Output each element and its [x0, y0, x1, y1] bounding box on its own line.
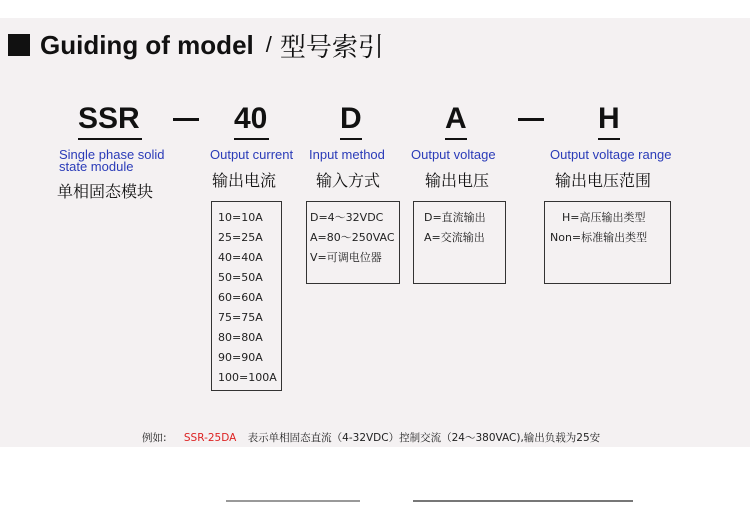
input-option: D=4～32VDC: [310, 211, 384, 224]
current-option: 10=10A: [218, 211, 263, 224]
current-option: 100=100A: [218, 371, 277, 384]
current-option: 80=80A: [218, 331, 263, 344]
code-output-underline: [445, 138, 467, 140]
code-current: 40: [234, 102, 268, 135]
current-option: 50=50A: [218, 271, 263, 284]
label-input-cn: 输入方式: [316, 171, 381, 190]
label-prefix-en-2: state module: [59, 159, 134, 174]
code-range-underline: [598, 138, 620, 140]
current-option: 25=25A: [218, 231, 263, 244]
square-bullet-icon: [8, 34, 30, 56]
current-option: 40=40A: [218, 251, 263, 264]
range-option: Non=标准输出类型: [550, 231, 648, 244]
input-option: A=80～250VAC: [310, 231, 395, 244]
label-input-en: Input method: [309, 147, 385, 162]
code-range: H: [598, 102, 620, 135]
example-note: [142, 430, 600, 445]
label-range-en: Output voltage range: [550, 147, 672, 162]
label-prefix-en-1: Single phase solid: [59, 147, 165, 162]
voltage-option: D=直流输出: [424, 211, 486, 224]
input-option: V=可调电位器: [310, 251, 382, 264]
code-current-underline: [234, 138, 269, 140]
label-current-cn: 输出电流: [212, 171, 277, 190]
current-option: 75=75A: [218, 311, 263, 324]
header-separator: /: [265, 32, 272, 57]
header-title-en: Guiding of model: [40, 29, 254, 60]
label-voltage-cn: 输出电压: [425, 171, 490, 190]
label-voltage-en: Output voltage: [411, 147, 496, 162]
section-header: [8, 29, 384, 63]
current-option: 60=60A: [218, 291, 263, 304]
example-model: SSR-25DA: [183, 432, 237, 444]
code-output: A: [445, 102, 467, 135]
code-dash-1: [173, 118, 199, 121]
voltage-option: A=交流输出: [424, 231, 485, 244]
range-options-box: [544, 201, 671, 284]
current-options-box: [211, 201, 282, 391]
input-options-box: [306, 201, 400, 284]
example-text: 表示单相固态直流（4-32VDC）控制交流（24～380VAC),输出负载为25安: [247, 432, 601, 444]
label-current-en: Output current: [210, 147, 294, 162]
header-title-cn: 型号索引: [279, 32, 384, 63]
current-option: 90=90A: [218, 351, 263, 364]
range-option: H=高压输出类型: [562, 211, 646, 224]
code-input: D: [340, 102, 362, 135]
label-range-cn: 输出电压范围: [555, 171, 652, 190]
voltage-options-box: [413, 201, 506, 284]
code-prefix-underline: [78, 138, 142, 140]
code-prefix: SSR: [78, 102, 140, 135]
bottom-product-edge-left: [226, 500, 360, 502]
code-input-underline: [340, 138, 362, 140]
example-prefix: 例如:: [142, 432, 167, 444]
bottom-product-edge-right: [413, 500, 633, 502]
code-dash-2: [518, 118, 544, 121]
label-prefix-cn: 单相固态模块: [57, 182, 154, 201]
